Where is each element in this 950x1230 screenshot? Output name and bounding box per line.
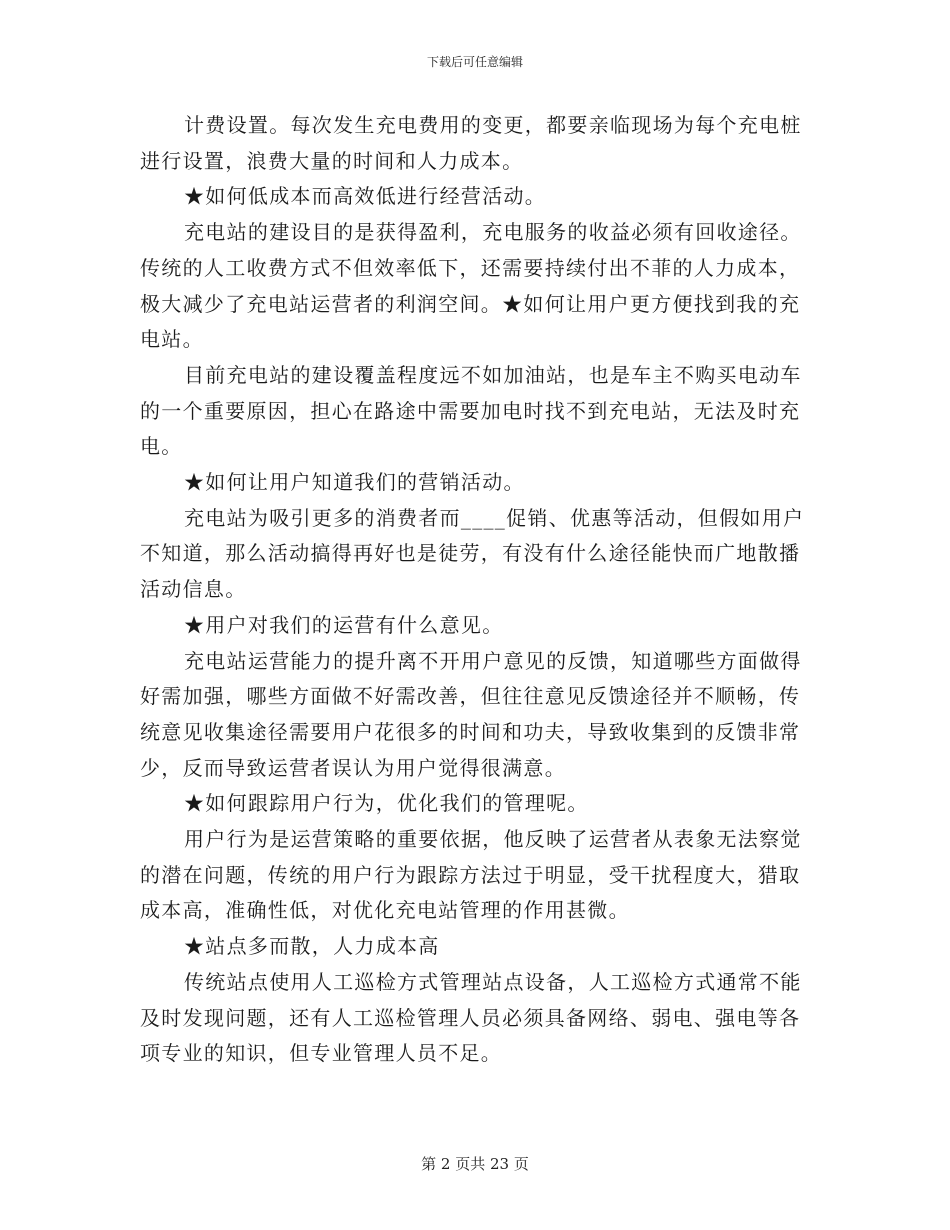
page-number: 第 2 页共 23 页 (421, 1155, 529, 1173)
page-header: 下载后可任意编辑 (426, 55, 523, 69)
paragraph-4: 目前充电站的建设覆盖程度远不如加油站，也是车主不购买电动车的一个重要原因，担心在路途中需要加电时找不到充电站，无法及时充电。 (140, 362, 802, 459)
paragraph-7: ★用户对我们的运营有什么意见。 (184, 612, 504, 637)
paragraph-12: 传统站点使用人工巡检方式管理站点设备，人工巡检方式通常不能及时发现问题，还有人工巡检管理人员必须具备网络、弱电、强电等各项专业的知识，但专业管理人员不足。 (140, 969, 802, 1066)
document-body (140, 108, 820, 1072)
paragraph-5: ★如何让用户知道我们的营销活动。 (184, 470, 525, 495)
paragraph-10: 用户行为是运营策略的重要依据，他反映了运营者从表象无法察觉的潜在问题，传统的用户行为跟踪方法过于明显，受干扰程度大，猎取成本高，准确性低，对优化充电站管理的作用甚微。 (140, 827, 802, 923)
paragraph-8: 充电站运营能力的提升离不开用户意见的反馈，知道哪些方面做得好需加强，哪些方面做不好需改善，但往往意见反馈途径并不顺畅，传统意见收集途径需要用户花很多的时间和功夫，导致收集到的反馈非常少，反而导致运营者误认为用户觉得很满意。 (140, 648, 802, 780)
paragraph-1: 计费设置。每次发生充电费用的变更，都要亲临现场为每个充电桩进行设置，浪费大量的时间和人力成本。 (140, 113, 802, 173)
paragraph-9: ★如何跟踪用户行为，优化我们的管理呢。 (184, 791, 589, 816)
paragraph-11: ★站点多而散，人力成本高 (184, 934, 440, 959)
paragraph-6: 充电站为吸引更多的消费者而____促销、优惠等活动，但假如用户不知道，那么活动搞得再好也是徒劳，有没有什么途径能快而广地散播活动信息。 (140, 505, 805, 602)
paragraph-3: 充电站的建设目的是获得盈利，充电服务的收益必须有回收途径。传统的人工收费方式不但效率低下，还需要持续付出不菲的人力成本，极大减少了充电站运营者的利润空间。★如何让用户更方便找到我的充电站。 (140, 220, 802, 352)
paragraph-2: ★如何低成本而高效低进行经营活动。 (184, 184, 547, 209)
